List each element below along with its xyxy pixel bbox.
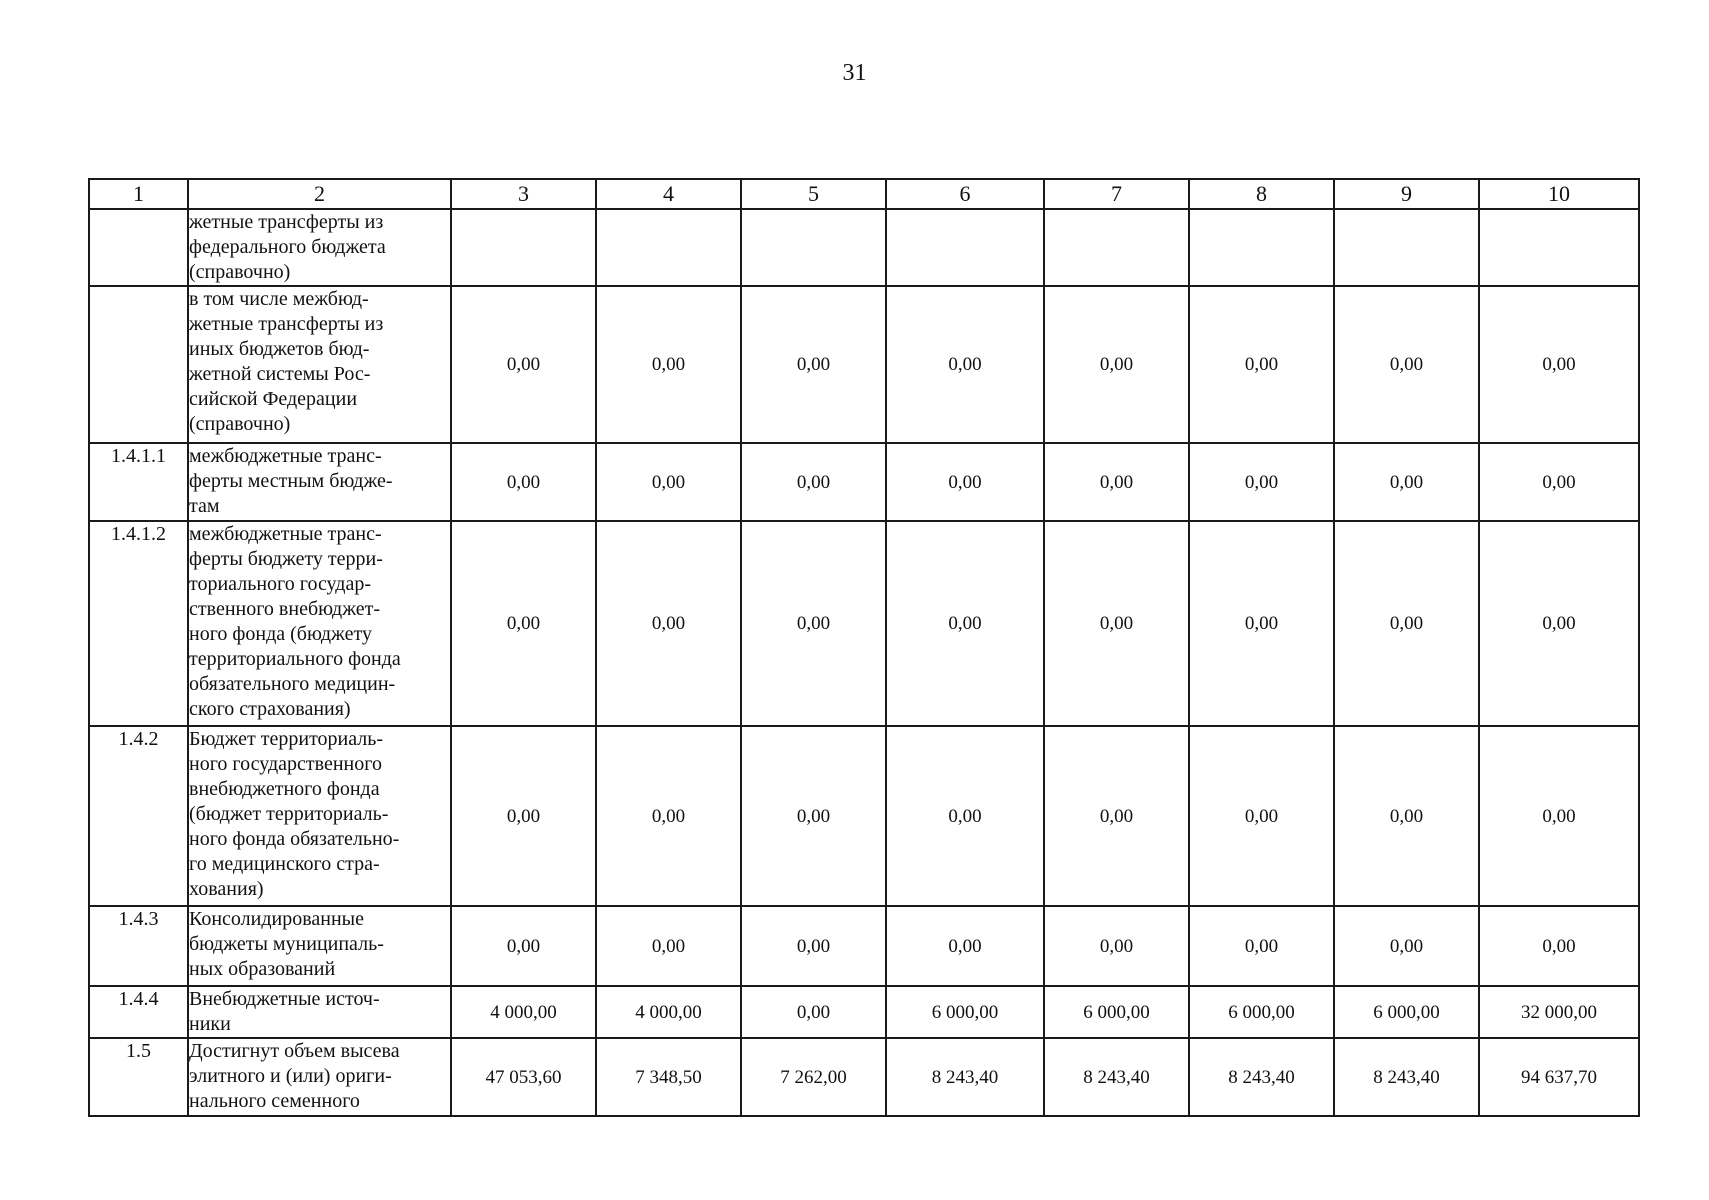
row-value — [1044, 209, 1189, 286]
row-value: 0,00 — [886, 906, 1044, 986]
header-row — [89, 179, 1639, 209]
table-row — [89, 986, 1639, 1038]
row-value: 6 000,00 — [1334, 986, 1479, 1038]
row-value: 0,00 — [451, 443, 596, 521]
row-value: 0,00 — [1334, 521, 1479, 726]
row-value — [886, 209, 1044, 286]
row-code: 1.4.1.1 — [89, 443, 188, 521]
row-value: 32 000,00 — [1479, 986, 1639, 1038]
row-value: 7 348,50 — [596, 1038, 741, 1116]
row-value: 0,00 — [1334, 726, 1479, 906]
header-cell: 9 — [1334, 179, 1479, 209]
header-cell: 5 — [741, 179, 886, 209]
row-value: 0,00 — [1479, 726, 1639, 906]
header-cell: 3 — [451, 179, 596, 209]
row-code: 1.4.3 — [89, 906, 188, 986]
header-cell: 7 — [1044, 179, 1189, 209]
row-name: в том числе межбюд- жетные трансферты из иных бюджетов бюд- жетной системы Рос- сийской Федерации (справочно) — [188, 286, 451, 443]
row-value: 8 243,40 — [1189, 1038, 1334, 1116]
row-value: 8 243,40 — [1044, 1038, 1189, 1116]
header-cell: 1 — [89, 179, 188, 209]
row-value: 0,00 — [1044, 906, 1189, 986]
row-value: 0,00 — [886, 726, 1044, 906]
row-code: 1.4.4 — [89, 986, 188, 1038]
table-row — [89, 209, 1639, 286]
row-code: 1.4.1.2 — [89, 521, 188, 726]
row-code — [89, 209, 188, 286]
row-value: 0,00 — [741, 726, 886, 906]
row-value: 0,00 — [1189, 286, 1334, 443]
row-value: 0,00 — [1479, 286, 1639, 443]
table-row — [89, 521, 1639, 726]
row-value: 0,00 — [1044, 443, 1189, 521]
row-value: 0,00 — [596, 286, 741, 443]
row-value: 0,00 — [886, 521, 1044, 726]
row-value: 0,00 — [1189, 906, 1334, 986]
row-value: 0,00 — [741, 286, 886, 443]
row-value: 0,00 — [451, 726, 596, 906]
row-value — [596, 209, 741, 286]
row-value: 0,00 — [1044, 286, 1189, 443]
row-value: 0,00 — [1044, 521, 1189, 726]
table-row — [89, 1038, 1639, 1116]
row-code — [89, 286, 188, 443]
table-header — [89, 179, 1639, 209]
row-value: 0,00 — [451, 521, 596, 726]
row-value: 0,00 — [741, 986, 886, 1038]
table-row — [89, 726, 1639, 906]
row-value: 4 000,00 — [451, 986, 596, 1038]
row-value: 0,00 — [886, 443, 1044, 521]
row-value: 0,00 — [886, 286, 1044, 443]
row-value: 4 000,00 — [596, 986, 741, 1038]
row-value: 0,00 — [1189, 443, 1334, 521]
row-value: 0,00 — [741, 521, 886, 726]
row-value — [451, 209, 596, 286]
row-value — [741, 209, 886, 286]
row-value: 0,00 — [1334, 443, 1479, 521]
row-value: 0,00 — [451, 906, 596, 986]
row-value: 94 637,70 — [1479, 1038, 1639, 1116]
row-value: 0,00 — [451, 286, 596, 443]
row-value: 0,00 — [1479, 906, 1639, 986]
table-body — [89, 209, 1639, 1116]
table-row — [89, 443, 1639, 521]
row-value: 0,00 — [1479, 443, 1639, 521]
row-name: межбюджетные транс- ферты местным бюдже- там — [188, 443, 451, 521]
row-value: 0,00 — [741, 443, 886, 521]
row-name: Консолидированные бюджеты муниципаль- ных образований — [188, 906, 451, 986]
page-number: 31 — [842, 60, 867, 86]
row-value: 6 000,00 — [1189, 986, 1334, 1038]
row-value: 0,00 — [1189, 521, 1334, 726]
budget-table — [88, 178, 1640, 1117]
row-value: 7 262,00 — [741, 1038, 886, 1116]
row-value: 0,00 — [596, 521, 741, 726]
row-value: 8 243,40 — [1334, 1038, 1479, 1116]
row-value: 6 000,00 — [1044, 986, 1189, 1038]
header-cell: 8 — [1189, 179, 1334, 209]
row-code: 1.5 — [89, 1038, 188, 1116]
row-value — [1479, 209, 1639, 286]
header-cell: 6 — [886, 179, 1044, 209]
row-value: 47 053,60 — [451, 1038, 596, 1116]
row-name: Достигнут объем высева элитного и (или) ориги- нального семенного — [188, 1038, 451, 1116]
row-value — [1189, 209, 1334, 286]
row-value — [1334, 209, 1479, 286]
row-name: жетные трансферты из федерального бюджета (справочно) — [188, 209, 451, 286]
header-cell: 4 — [596, 179, 741, 209]
row-name: межбюджетные транс- ферты бюджету терри- ториального государ- ственного внебюджет- ного фонда (бюджету территориального фонда обязательного медицин- ского страхования) — [188, 521, 451, 726]
row-name: Внебюджетные источ- ники — [188, 986, 451, 1038]
row-value: 8 243,40 — [886, 1038, 1044, 1116]
row-value: 0,00 — [596, 906, 741, 986]
row-value: 0,00 — [1479, 521, 1639, 726]
row-code: 1.4.2 — [89, 726, 188, 906]
row-value: 0,00 — [1189, 726, 1334, 906]
row-name: Бюджет территориаль- ного государственного внебюджетного фонда (бюджет территориаль- ного фонда обязательно- го медицинского стра- хования) — [188, 726, 451, 906]
table-row — [89, 906, 1639, 986]
row-value: 0,00 — [1044, 726, 1189, 906]
header-cell: 2 — [188, 179, 451, 209]
row-value: 0,00 — [741, 906, 886, 986]
header-cell: 10 — [1479, 179, 1639, 209]
row-value: 6 000,00 — [886, 986, 1044, 1038]
row-value: 0,00 — [1334, 906, 1479, 986]
table-row — [89, 286, 1639, 443]
row-value: 0,00 — [596, 443, 741, 521]
row-value: 0,00 — [1334, 286, 1479, 443]
row-value: 0,00 — [596, 726, 741, 906]
